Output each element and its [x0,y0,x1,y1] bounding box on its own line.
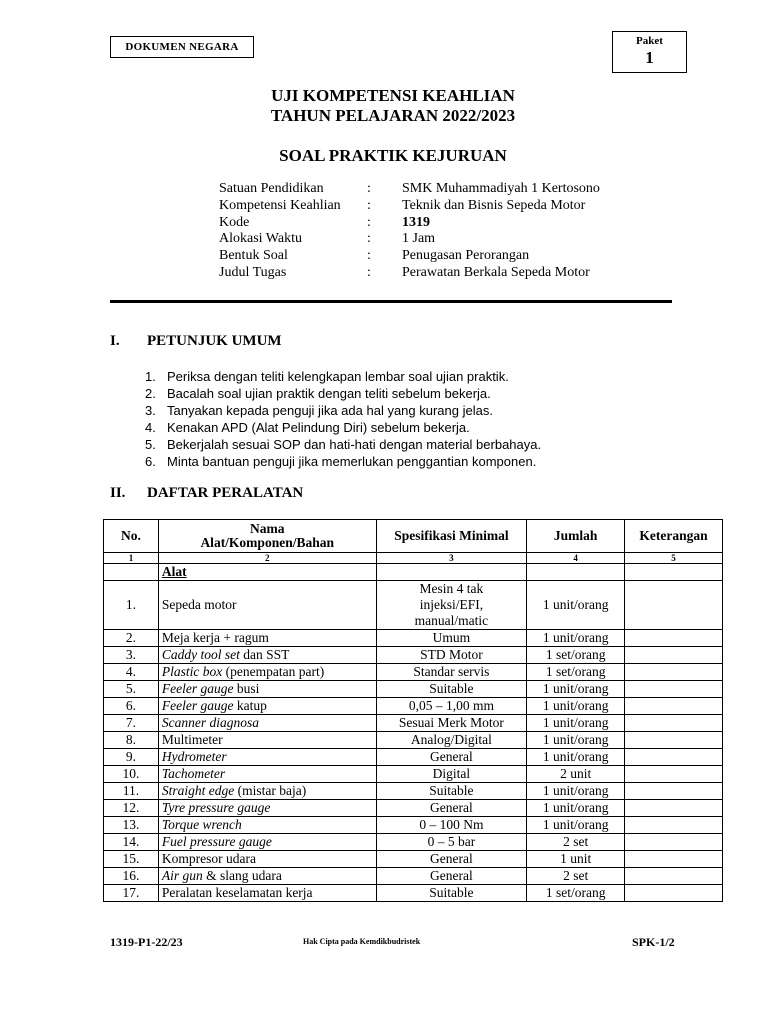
item-name [158,766,376,783]
section-number: II. [110,485,126,501]
item-name [158,630,376,647]
item-name-italic: Caddy tool set [161,647,240,662]
table-header-row [104,520,723,553]
item-qty: 1 unit/orang [527,783,625,800]
meta-label: Bentuk Soal [219,248,288,264]
table-row [104,647,723,664]
item-note [625,783,723,800]
item-note [625,800,723,817]
meta-row [219,231,600,248]
item-name-italic: Tachometer [161,766,226,781]
item-name-text: katup [233,698,267,713]
item-qty: 1 unit/orang [527,715,625,732]
table-cell [625,564,723,581]
item-spec: 0 – 5 bar [376,834,527,851]
instruction-text: Bekerjalah sesuai SOP dan hati-hati dengan material berbahaya. [167,437,542,452]
table-row [104,664,723,681]
item-name-italic: Scanner diagnosa [161,715,259,730]
row-number: 1. [104,581,159,630]
row-number: 10. [104,766,159,783]
meta-value: Penugasan Perorangan [402,248,530,264]
table-row [104,766,723,783]
paket-number: 1 [645,48,654,67]
item-name-italic: Tyre pressure gauge [161,800,271,815]
meta-colon: : [367,264,371,280]
instruction-number: 6. [145,454,156,469]
item-name-italic: Torque wrench [161,817,242,832]
row-number: 5. [104,681,159,698]
meta-value: 1319 [402,214,430,230]
item-spec: Suitable [376,885,527,902]
instruction-item [145,453,541,470]
row-number: 17. [104,885,159,902]
item-spec-line: injeksi/EFI, [419,597,484,612]
item-note [625,732,723,749]
item-note [625,715,723,732]
row-number: 16. [104,868,159,885]
item-spec: Sesuai Merk Motor [376,715,527,732]
item-name [158,885,376,902]
item-name [158,868,376,885]
item-name-text: (penempatan part) [222,664,325,679]
group-label [158,564,376,581]
item-note [625,698,723,715]
item-name [158,851,376,868]
meta-colon: : [367,197,371,213]
item-qty: 1 unit/orang [527,581,625,630]
academic-year: TAHUN PELAJARAN 2022/2023 [270,106,516,125]
item-name-text: Multimeter [161,732,223,747]
item-note [625,664,723,681]
item-name [158,698,376,715]
group-label-text: Alat [161,564,187,579]
item-name [158,834,376,851]
meta-colon: : [367,181,371,196]
meta-row [219,181,600,198]
meta-label: Judul Tugas [219,264,287,280]
table-row [104,817,723,834]
item-qty: 1 unit/orang [527,817,625,834]
table-row [104,834,723,851]
section-heading-general-instructions [110,333,282,350]
item-spec: Umum [376,630,527,647]
section-title: DAFTAR PERALATAN [147,485,304,501]
row-number: 13. [104,817,159,834]
group-row [104,564,723,581]
item-name [158,732,376,749]
instruction-item [145,368,541,385]
section-title: PETUNJUK UMUM [147,333,282,349]
table-row [104,732,723,749]
item-name-text: Peralatan keselamatan kerja [161,885,313,900]
item-name [158,664,376,681]
item-name-italic: Feeler gauge [161,698,234,713]
row-number: 7. [104,715,159,732]
item-note [625,647,723,664]
row-number: 4. [104,664,159,681]
item-note [625,749,723,766]
item-name-text: busi [233,681,260,696]
table-cell [527,564,625,581]
column-index: 3 [376,553,527,564]
table-cell [104,564,159,581]
instruction-list [145,368,541,470]
item-qty: 1 set/orang [527,647,625,664]
column-index: 4 [527,553,625,564]
instruction-item [145,419,541,436]
item-spec: 0 – 100 Nm [376,817,527,834]
item-name-text: & slang udara [202,868,282,883]
column-header-qty: Jumlah [527,520,625,553]
item-note [625,581,723,630]
item-note [625,868,723,885]
section-number: I. [110,333,120,349]
table-row [104,800,723,817]
row-number: 12. [104,800,159,817]
item-name-text: dan SST [239,647,290,662]
item-note [625,851,723,868]
item-name-italic: Fuel pressure gauge [161,834,272,849]
column-header-name-line: Alat/Komponen/Bahan [200,535,334,550]
item-note [625,834,723,851]
table-row [104,885,723,902]
meta-label: Alokasi Waktu [219,231,302,247]
item-qty: 1 unit/orang [527,732,625,749]
document-classification-label: DOKUMEN NEGARA [110,36,254,58]
item-spec: Suitable [376,681,527,698]
item-spec-line: manual/matic [414,613,489,628]
row-number: 3. [104,647,159,664]
column-index-row [104,553,723,564]
meta-row [219,248,600,265]
instruction-number: 4. [145,420,156,435]
meta-value: Teknik dan Bisnis Sepeda Motor [402,197,586,213]
row-number: 9. [104,749,159,766]
item-spec: General [376,749,527,766]
footer-copyright: Hak Cipta pada Kemdikbudristek [303,937,421,946]
item-spec [376,581,527,630]
row-number: 15. [104,851,159,868]
instruction-text: Minta bantuan penguji jika memerlukan penggantian komponen. [167,454,537,469]
item-spec: 0,05 – 1,00 mm [376,698,527,715]
item-qty: 1 set/orang [527,885,625,902]
instruction-item [145,385,541,402]
meta-value: SMK Muhammadiyah 1 Kertosono [402,181,600,196]
meta-colon: : [367,248,371,264]
item-spec: General [376,851,527,868]
instruction-text: Kenakan APD (Alat Pelindung Diri) sebelum bekerja. [167,420,470,435]
table-cell [376,564,527,581]
paket-label: Paket [636,35,663,47]
item-qty: 1 unit/orang [527,749,625,766]
instruction-item [145,402,541,419]
divider-rule [110,300,672,303]
row-number: 11. [104,783,159,800]
item-name-italic: Hydrometer [161,749,227,764]
footer-page: SPK-1/2 [632,935,675,949]
item-name [158,681,376,698]
table-row [104,581,723,630]
footer-code: 1319-P1-22/23 [110,935,183,949]
item-spec: STD Motor [376,647,527,664]
column-header-note: Keterangan [625,520,723,553]
item-note [625,630,723,647]
item-qty: 1 unit/orang [527,800,625,817]
item-name-text: (mistar baja) [234,783,307,798]
instruction-text: Bacalah soal ujian praktik dengan teliti sebelum bekerja. [167,386,491,401]
item-qty: 1 unit [527,851,625,868]
meta-row [219,265,600,282]
column-header-spec: Spesifikasi Minimal [376,520,527,553]
section-heading-equipment-list [110,485,303,502]
item-qty: 2 unit [527,766,625,783]
meta-label: Kode [219,214,250,230]
item-spec-line: Mesin 4 tak [419,581,484,596]
column-index: 2 [158,553,376,564]
instruction-number: 5. [145,437,156,452]
row-number: 14. [104,834,159,851]
item-name [158,817,376,834]
row-number: 8. [104,732,159,749]
item-qty: 1 unit/orang [527,630,625,647]
meta-value: Perawatan Berkala Sepeda Motor [402,264,590,280]
meta-label: Kompetensi Keahlian [219,197,341,213]
item-qty: 2 set [527,834,625,851]
instruction-number: 2. [145,386,156,401]
meta-row [219,198,600,215]
row-number: 2. [104,630,159,647]
meta-value: 1 Jam [402,231,436,247]
meta-label: Satuan Pendidikan [219,181,324,196]
item-note [625,766,723,783]
instruction-text: Periksa dengan teliti kelengkapan lembar soal ujian praktik. [167,369,509,384]
item-qty: 2 set [527,868,625,885]
item-name [158,800,376,817]
column-index: 5 [625,553,723,564]
table-row [104,749,723,766]
instruction-number: 1. [145,369,156,384]
item-note [625,885,723,902]
item-spec: Standar servis [376,664,527,681]
item-name-italic: Plastic box [161,664,223,679]
item-spec: Suitable [376,783,527,800]
instruction-item [145,436,541,453]
item-spec: Digital [376,766,527,783]
exam-meta [219,181,600,282]
item-name: Sepeda motor [158,581,376,630]
paket-box [612,31,687,73]
meta-colon: : [367,231,371,247]
equipment-table [103,519,723,902]
item-name-text: Meja kerja + ragum [161,630,269,645]
item-qty: 1 set/orang [527,664,625,681]
item-spec: General [376,868,527,885]
column-header-name-line: Nama [249,521,285,536]
item-name [158,647,376,664]
exam-subtitle: SOAL PRAKTIK KEJURUAN [279,146,507,165]
item-name [158,783,376,800]
table-row [104,630,723,647]
exam-title: UJI KOMPETENSI KEAHLIAN [271,86,515,105]
column-header-no: No. [104,520,159,553]
item-qty: 1 unit/orang [527,681,625,698]
column-index: 1 [104,553,159,564]
item-note [625,681,723,698]
item-spec: Analog/Digital [376,732,527,749]
item-name [158,715,376,732]
table-row [104,868,723,885]
instruction-number: 3. [145,403,156,418]
table-row [104,783,723,800]
item-spec: General [376,800,527,817]
row-number: 6. [104,698,159,715]
item-name-italic: Air gun [161,868,203,883]
table-row [104,681,723,698]
table-row [104,715,723,732]
item-name-text: Kompresor udara [161,851,256,866]
meta-colon: : [367,214,371,230]
meta-row [219,215,600,232]
item-name [158,749,376,766]
item-name-italic: Straight edge [161,783,235,798]
table-row [104,698,723,715]
instruction-text: Tanyakan kepada penguji jika ada hal yang kurang jelas. [167,403,493,418]
item-note [625,817,723,834]
item-name-italic: Feeler gauge [161,681,234,696]
item-qty: 1 unit/orang [527,698,625,715]
column-header-name [158,520,376,553]
table-row [104,851,723,868]
